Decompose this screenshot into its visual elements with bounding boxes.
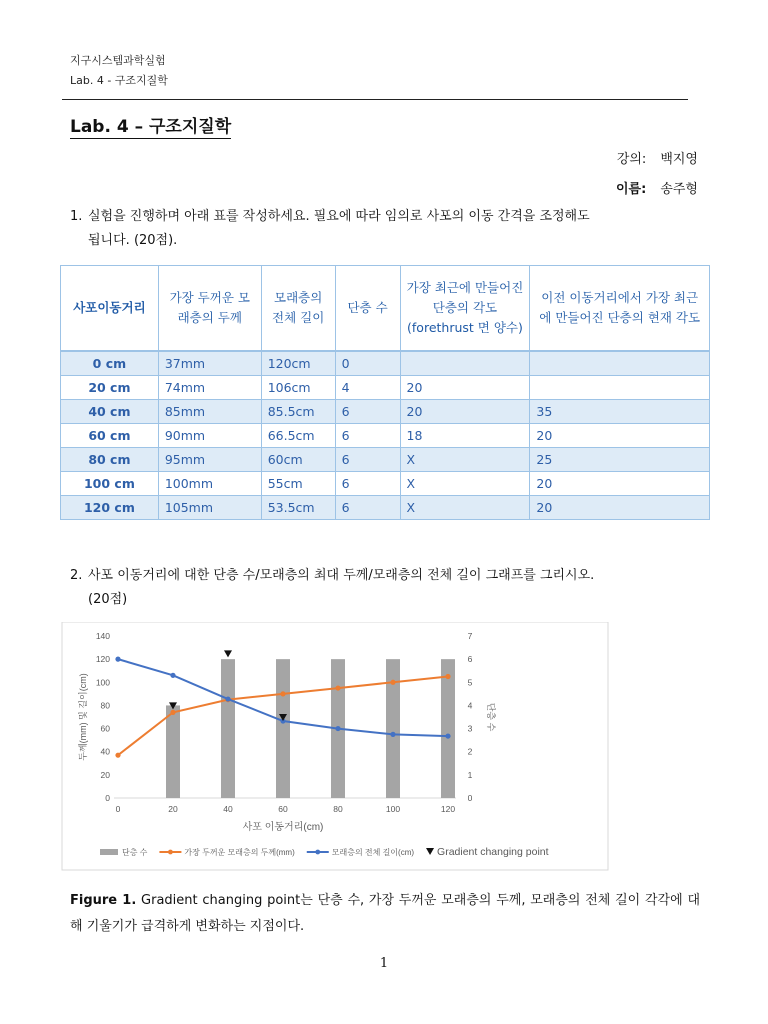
y-right-tick-label: 4 [467, 700, 473, 711]
table-cell: 120 cm [61, 496, 159, 520]
header-lab: Lab. 4 - 구조지질학 [70, 74, 168, 87]
page-number: 1 [379, 956, 389, 971]
table-row [61, 496, 710, 520]
legend-label: 모래층의 전체 길이(cm) [331, 848, 415, 857]
y-left-tick-label: 40 [100, 746, 110, 757]
x-tick-label: 100 [385, 804, 401, 814]
question-1-line2: 됩니다. (20점). [88, 233, 178, 248]
table-cell: 20 [400, 376, 530, 400]
chart [58, 622, 638, 872]
table-cell: 60cm [261, 448, 335, 472]
figure-caption [70, 888, 700, 940]
table-cell: 105mm [158, 496, 261, 520]
table-row [61, 351, 710, 376]
table-cell: 6 [335, 448, 400, 472]
legend-swatch [100, 849, 118, 855]
series-point [115, 657, 120, 662]
figure-label: Figure 1. [70, 893, 137, 908]
question-2 [70, 564, 700, 612]
x-tick-label: 120 [440, 804, 456, 814]
table-cell: 0 [335, 351, 400, 376]
y-right-tick-label: 7 [467, 631, 473, 641]
y-left-tick-label: 20 [100, 769, 110, 780]
series-point [335, 685, 340, 690]
name-value: 송주형 [660, 182, 698, 197]
bar-fault-count [221, 659, 235, 798]
question-1 [70, 205, 700, 253]
page-title: Lab. 4 – 구조지질학 [70, 112, 231, 139]
y-left-tick-label: 120 [95, 654, 110, 665]
table-cell: 20 [530, 424, 710, 448]
legend-swatch-point [315, 850, 320, 855]
table-cell: 40 cm [61, 400, 159, 424]
table-cell: 66.5cm [261, 424, 335, 448]
table-header-cell: 가장 두꺼운 모래층의 두께 [158, 266, 261, 352]
table-cell: 90mm [158, 424, 261, 448]
table-cell: 95mm [158, 448, 261, 472]
table-cell: 85.5cm [261, 400, 335, 424]
y-left-tick-label: 140 [95, 631, 110, 641]
table-cell: 25 [530, 448, 710, 472]
table-row [61, 376, 710, 400]
x-tick-label: 40 [223, 804, 233, 814]
table-cell: 6 [335, 424, 400, 448]
table-cell: 100mm [158, 472, 261, 496]
y-left-tick-label: 60 [100, 723, 110, 734]
series-point [445, 733, 450, 738]
legend-swatch-point [168, 850, 173, 855]
table-cell: 18 [400, 424, 530, 448]
table-cell [400, 351, 530, 376]
legend-label: 가장 두꺼운 모래층의 두께(mm) [184, 848, 295, 857]
x-tick-label: 20 [168, 804, 178, 814]
y-left-tick-label: 100 [95, 677, 110, 688]
table-cell: 4 [335, 376, 400, 400]
series-point [170, 673, 175, 678]
table-header-cell: 단층 수 [335, 266, 400, 352]
question-2-line2: (20점) [88, 592, 128, 607]
table-cell: 37mm [158, 351, 261, 376]
instructor-value: 백지영 [660, 152, 698, 167]
instructor-line [617, 148, 698, 167]
table-header-cell: 이전 이동거리에서 가장 최근에 만들어진 단층의 현재 각도 [530, 266, 710, 352]
table-row [61, 448, 710, 472]
table-cell: X [400, 496, 530, 520]
question-2-line1: 사포 이동거리에 대한 단층 수/모래층의 최대 두께/모래층의 전체 길이 그래프를 그리시오. [88, 568, 595, 583]
table-cell: 80 cm [61, 448, 159, 472]
table-cell [530, 376, 710, 400]
y-right-tick-label: 2 [467, 746, 473, 757]
x-tick-label: 80 [333, 804, 343, 814]
question-2-number: 2. [70, 568, 83, 583]
table-cell: 85mm [158, 400, 261, 424]
y-right-tick-label: 5 [467, 677, 473, 688]
series-point [115, 753, 120, 758]
table-header-cell: 모래층의 전체 길이 [261, 266, 335, 352]
table-cell: 106cm [261, 376, 335, 400]
y-left-tick-label: 80 [100, 700, 110, 711]
table-cell: 6 [335, 400, 400, 424]
header-course: 지구시스템과학실험 [70, 54, 166, 67]
table-cell: 55cm [261, 472, 335, 496]
y-right-tick-label: 6 [467, 654, 473, 665]
x-tick-label: 60 [278, 804, 288, 814]
legend-label: 단층 수 [122, 848, 148, 857]
x-axis-label: 사포 이동거리(cm) [242, 822, 324, 833]
bar-fault-count [441, 659, 455, 798]
header-rule [62, 99, 688, 100]
y-right-tick-label: 1 [467, 769, 473, 780]
y-left-tick-label: 0 [105, 793, 110, 803]
table-cell: 6 [335, 472, 400, 496]
table-cell: 6 [335, 496, 400, 520]
instructor-key: 강의: [616, 152, 647, 167]
legend-label: Gradient changing point [437, 846, 549, 858]
series-point [335, 726, 340, 731]
y-right-axis-label: 단층 수 [486, 702, 496, 732]
bar-fault-count [276, 659, 290, 798]
table-cell: X [400, 448, 530, 472]
figure-caption-text: Gradient changing point는 단층 수, 가장 두꺼운 모래층의 두께, 모래층의 전체 길이 각각에 대해 기울기가 급격하게 변화하는 지점이다. [70, 893, 701, 934]
series-point [280, 691, 285, 696]
table-cell: 20 [530, 472, 710, 496]
table-header-cell: 가장 최근에 만들어진 단층의 각도(forethrust 면 양수) [400, 266, 530, 352]
table-header-cell: 사포이동거리 [61, 266, 159, 352]
x-tick-label: 0 [115, 804, 121, 814]
table-cell: 20 cm [61, 376, 159, 400]
table-cell: 60 cm [61, 424, 159, 448]
table-cell: 35 [530, 400, 710, 424]
table-cell: 53.5cm [261, 496, 335, 520]
table-cell: 20 [530, 496, 710, 520]
series-point [445, 674, 450, 679]
series-point [225, 696, 230, 701]
table-cell: 100 cm [61, 472, 159, 496]
y-right-tick-label: 3 [467, 723, 473, 734]
name-line [616, 178, 698, 197]
series-point [390, 732, 395, 737]
table-header-row [61, 266, 710, 352]
table-cell: 120cm [261, 351, 335, 376]
name-key: 이름: [615, 182, 647, 197]
question-1-line1: 실험을 진행하며 아래 표를 작성하세요. 필요에 따라 임의로 사포의 이동 간격을 조정해도 [88, 209, 590, 224]
table-row [61, 400, 710, 424]
table-row [61, 472, 710, 496]
table-row [61, 424, 710, 448]
y-right-tick-label: 0 [467, 793, 473, 803]
series-point [390, 680, 395, 685]
table-cell: 0 cm [61, 351, 159, 376]
bar-fault-count [166, 705, 180, 798]
question-1-number: 1. [70, 209, 83, 224]
table-cell: X [400, 472, 530, 496]
series-point [170, 710, 175, 715]
table-cell: 20 [400, 400, 530, 424]
y-left-axis-label: 두께(mm) 및 길이(cm) [78, 673, 88, 761]
results-table [60, 265, 710, 520]
table-cell [530, 351, 710, 376]
table-cell: 74mm [158, 376, 261, 400]
